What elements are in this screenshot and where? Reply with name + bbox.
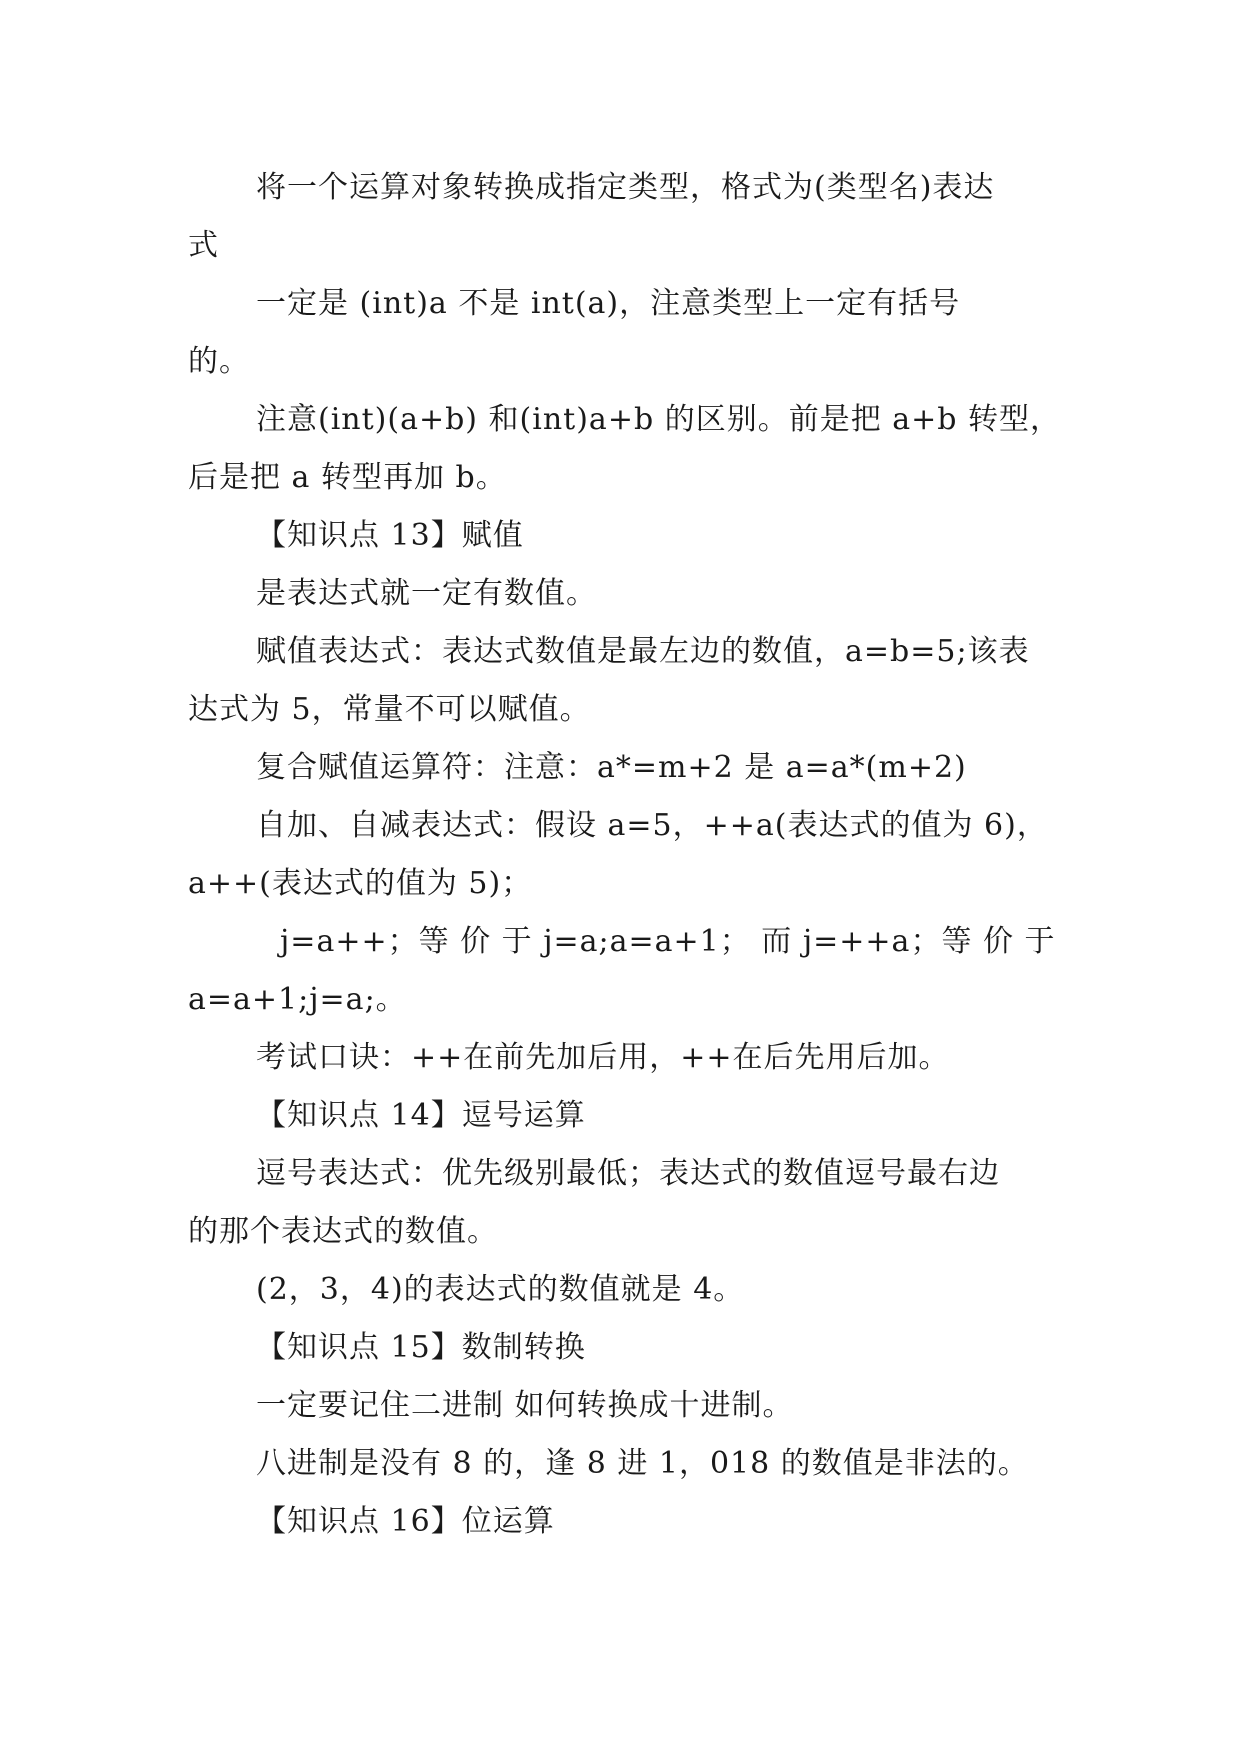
text-line: a++(表达式的值为 5)； (188, 866, 533, 901)
section-heading: 【知识点 14】逗号运算 (256, 1098, 586, 1133)
text-line: 一定是 (int)a 不是 int(a)，注意类型上一定有括号 (256, 286, 961, 321)
text-line: j=a++；等 价 于 j=a;a=a+1； 而 j=++a；等 价 于 (280, 924, 1056, 959)
text-line: 式 (188, 228, 219, 263)
section-heading: 【知识点 13】赋值 (256, 518, 524, 553)
text-line: a=a+1;j=a;。 (188, 982, 407, 1017)
text-line: 八进制是没有 8 的，逢 8 进 1，018 的数值是非法的。 (256, 1446, 1029, 1481)
section-heading: 【知识点 15】数制转换 (256, 1330, 586, 1365)
text-line: 将一个运算对象转换成指定类型，格式为(类型名)表达 (256, 170, 995, 205)
text-line: 是表达式就一定有数值。 (256, 576, 597, 611)
text-line: 的。 (188, 344, 250, 379)
text-line: 后是把 a 转型再加 b。 (188, 460, 507, 495)
text-line: 注意(int)(a+b) 和(int)a+b 的区别。前是把 a+b 转型， (256, 402, 1061, 437)
text-line: 达式为 5，常量不可以赋值。 (188, 692, 591, 727)
text-line: 考试口诀：++在前先加后用，++在后先用后加。 (256, 1040, 950, 1075)
text-line: (2，3，4)的表达式的数值就是 4。 (256, 1272, 745, 1307)
text-line: 自加、自减表达式：假设 a=5，++a(表达式的值为 6)， (256, 808, 1048, 843)
text-line: 逗号表达式：优先级别最低；表达式的数值逗号最右边 (256, 1156, 1000, 1191)
text-line: 一定要记住二进制 如何转换成十进制。 (256, 1388, 794, 1423)
text-line: 复合赋值运算符：注意：a*=m+2 是 a=a*(m+2) (256, 750, 967, 785)
section-heading: 【知识点 16】位运算 (256, 1504, 555, 1539)
text-line: 的那个表达式的数值。 (188, 1214, 498, 1249)
text-line: 赋值表达式：表达式数值是最左边的数值，a=b=5;该表 (256, 634, 1030, 669)
